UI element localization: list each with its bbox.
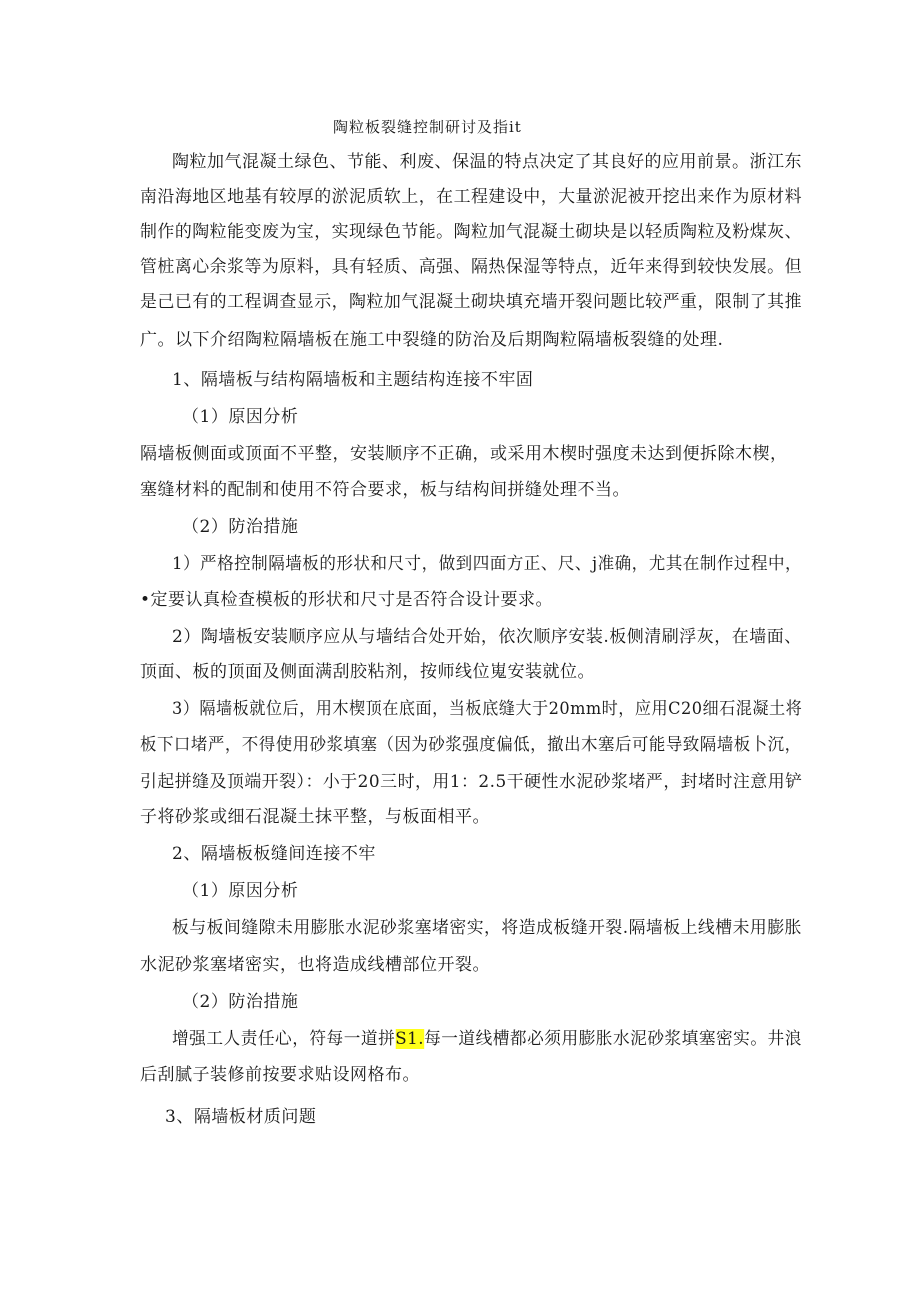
paragraph-line: 塞缝材料的配制和使用不符合要求，板与结构间拼缝处理不当。 [140, 480, 630, 500]
document-title: 陶粒板裂缝控制研讨及指it [333, 118, 522, 136]
line-text: 增强工人责任心，符每一道拼 [172, 1029, 396, 1049]
paragraph-line: 后刮腻子装修前按要求贴设网格布。 [140, 1065, 420, 1085]
line-text: 每一道线槽都必须用膨胀水泥砂浆填塞密实。井浪 [424, 1029, 802, 1049]
subsection-heading: （2）防治措施 [182, 517, 299, 537]
paragraph-line: 2）陶墙板安装顺序应从与墙结合处开始，依次顺序安装.板侧清刷浮灰，在墙面、 [172, 627, 802, 647]
section-heading: 2、隔墙板板缝间连接不牢 [172, 844, 376, 864]
paragraph-line: 1）严格控制隔墙板的形状和尺寸，做到四面方正、尺、j准确，尤其在制作过程中， [172, 554, 803, 574]
paragraph-line: 引起拼缝及顶端开裂）：小于20三时，用1：2.5干硬性水泥砂浆堵严，封堵时注意用铲 [140, 772, 803, 792]
paragraph-line: 3）隔墙板就位后，用木楔顶在底面，当板底缝大于20mm时，应用C20细石混凝土将 [172, 699, 803, 719]
subsection-heading: （1）原因分析 [182, 407, 299, 427]
paragraph-line: 是己已有的工程调查显示，陶粒加气混凝土砌块填充墙开裂问题比较严重，限制了其推 [140, 292, 803, 312]
paragraph-line: 板下口堵严，不得使用砂浆填塞（因为砂浆强度偏低，撤出木塞后可能导致隔墙板卜沉， [140, 735, 802, 755]
paragraph-line: 板与板间缝隙未用膨胀水泥砂浆塞堵密实，将造成板缝开裂.隔墙板上线槽未用膨胀 [172, 918, 802, 938]
paragraph-line: 南沿海地区地基有较厚的淤泥质软上，在工程建设中，大量淤泥被开挖出来作为原材料 [140, 187, 803, 207]
section-heading: 1、隔墙板与结构隔墙板和主题结构连接不牢固 [172, 370, 534, 390]
paragraph-line: 水泥砂浆塞堵密实，也将造成线槽部位开裂。 [140, 955, 490, 975]
paragraph-line: 子将砂浆或细石混凝土抹平整，与板面相平。 [140, 807, 490, 827]
paragraph-line: 陶粒加气混凝土绿色、节能、利废、保温的特点决定了其良好的应用前景。浙江东 [172, 152, 802, 172]
highlighted-paragraph-line [172, 1028, 802, 1050]
section-heading: 3、隔墙板材质问题 [165, 1107, 317, 1127]
paragraph-line: 制作的陶粒能变废为宝，实现绿色节能。陶粒加气混凝土砌块是以轻质陶粒及粉煤灰、 [140, 222, 803, 242]
subsection-heading: （2）防治措施 [182, 992, 299, 1012]
highlighted-text: S1. [395, 1029, 425, 1049]
paragraph-line: 顶面、板的顶面及侧面满刮胶粘剂，按师线位嵬安装就位。 [140, 662, 595, 682]
paragraph-line: •定要认真检查模板的形状和尺寸是否符合设计要求。 [140, 590, 554, 610]
subsection-heading: （1）原因分析 [182, 881, 299, 901]
paragraph-line: 管桩离心余浆等为原料，具有轻质、高强、隔热保湿等特点，近年来得到较快发展。但 [140, 257, 803, 277]
paragraph-line: 隔墙板侧面或顶面不平整，安装顺序不正确，或采用木楔时强度未达到便拆除木楔， [140, 444, 788, 464]
paragraph-line: 广。以下介绍陶粒隔墙板在施工中裂缝的防治及后期陶粒隔墙板裂缝的处理. [140, 330, 724, 350]
